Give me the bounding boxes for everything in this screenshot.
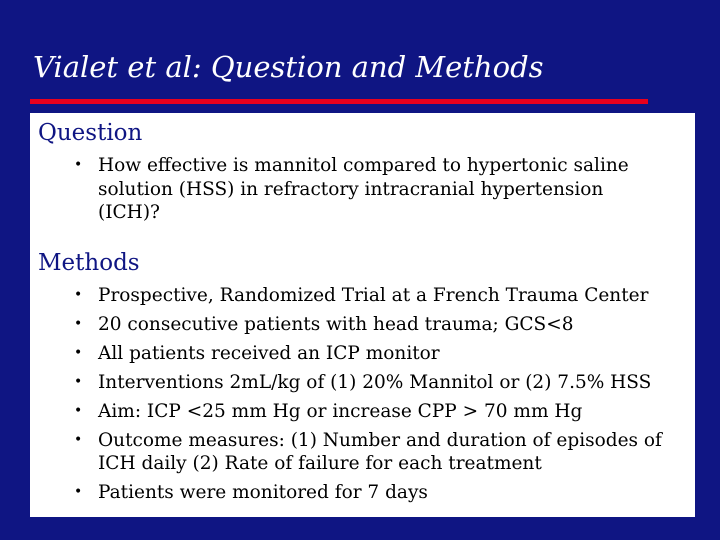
methods-heading: Methods: [38, 250, 140, 276]
methods-bullet-text: Aim: ICP <25 mm Hg or increase CPP > 70 mm Hg: [98, 401, 583, 422]
bullet-icon: •: [74, 374, 83, 390]
bullet-icon: •: [74, 431, 83, 448]
bullet-icon: •: [74, 157, 83, 173]
methods-bullet: [74, 310, 688, 339]
question-heading: Question: [38, 120, 143, 146]
methods-bullet: [74, 426, 688, 478]
bullet-icon: •: [74, 345, 83, 361]
question-bullet: [74, 154, 658, 225]
bullet-icon: •: [74, 484, 83, 500]
methods-bullet: [74, 368, 688, 397]
question-bullet-text: How effective is mannitol compared to hypertonic saline solution (HSS) in refractory intracranial hypertension (ICH)?: [98, 155, 629, 223]
methods-bullet-list: [74, 281, 688, 507]
content-panel: [30, 113, 695, 517]
methods-bullet: [74, 397, 688, 426]
methods-bullet-text: Prospective, Randomized Trial at a French Trauma Center: [98, 285, 649, 306]
methods-bullet: [74, 339, 688, 368]
methods-bullet-text: All patients received an ICP monitor: [98, 343, 440, 364]
methods-bullet: [74, 281, 688, 310]
bullet-icon: •: [74, 316, 83, 332]
methods-bullet: [74, 478, 688, 507]
methods-bullet-text: Patients were monitored for 7 days: [98, 482, 428, 503]
question-bullet-list: [74, 154, 658, 225]
title-underline: [30, 99, 648, 104]
methods-bullet-text: Interventions 2mL/kg of (1) 20% Mannitol or (2) 7.5% HSS: [98, 372, 652, 393]
bullet-icon: •: [74, 403, 83, 419]
methods-bullet-text: 20 consecutive patients with head trauma; GCS<8: [98, 314, 574, 335]
bullet-icon: •: [74, 287, 83, 303]
methods-bullet-text: Outcome measures: (1) Number and duration of episodes of ICH daily (2) Rate of failure for each treatment: [98, 429, 662, 474]
slide-title: Vialet et al: Question and Methods: [33, 50, 544, 84]
